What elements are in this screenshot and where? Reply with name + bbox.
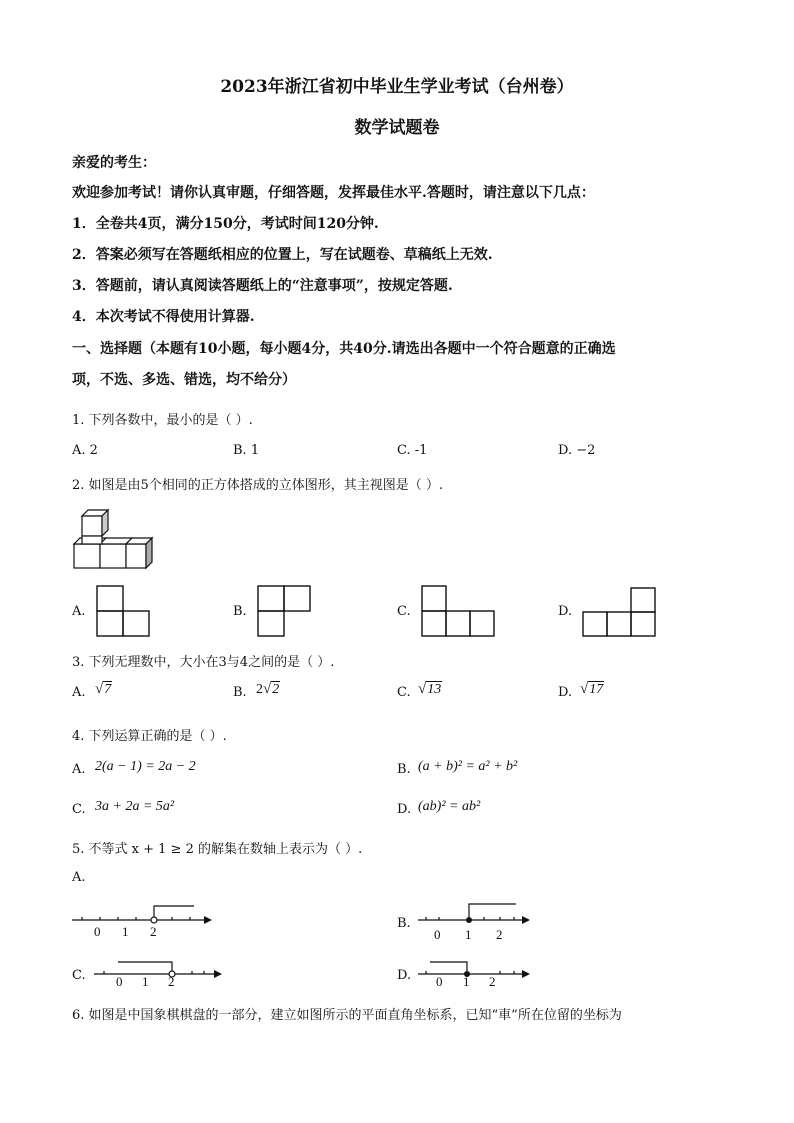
q2-option-a-figure xyxy=(96,585,150,637)
q3-option-b: 2√2 xyxy=(256,681,280,697)
page-title: 2023年浙江省初中毕业生学业考试（台州卷） xyxy=(220,77,574,97)
note-3: 3．答题前，请认真阅读答题纸上的“注意事项”，按规定答题. xyxy=(72,278,453,294)
q2-option-d-figure xyxy=(582,587,656,637)
q5-c-tick-0: 0 xyxy=(116,974,123,989)
q1-option-c: C. -1 xyxy=(397,443,428,458)
q2-label-d: D. xyxy=(558,604,573,619)
q3-label-d: D. xyxy=(558,685,573,700)
q5-label-c: C. xyxy=(72,968,86,983)
q4-option-a: 2(a − 1) = 2a − 2 xyxy=(95,759,196,774)
q5-a-tick-2: 2 xyxy=(150,924,157,939)
q1-option-a: A. 2 xyxy=(72,443,98,458)
q5-d-tick-1: 1 xyxy=(463,974,470,989)
q5-label-d: D. xyxy=(397,968,412,983)
q3-option-c: √13 xyxy=(418,681,442,697)
q4-option-b: (a + b)² = a² + b² xyxy=(418,759,518,774)
q5-numberline-a xyxy=(72,900,212,944)
q2-cube-figure xyxy=(72,508,157,570)
q5-label-b: B. xyxy=(397,916,411,931)
q4-label-d: D. xyxy=(397,802,412,817)
q5-a-tick-1: 1 xyxy=(122,924,129,939)
q5-b-tick-0: 0 xyxy=(434,927,441,942)
q2-label-a: A. xyxy=(72,604,86,619)
page-subtitle: 数学试题卷 xyxy=(354,118,440,138)
q5-d-tick-0: 0 xyxy=(436,974,443,989)
q5-label-a: A. xyxy=(72,870,86,885)
q3-label-a: A. xyxy=(72,685,86,700)
q3-option-a: √7 xyxy=(95,681,112,697)
note-4: 4．本次考试不得使用计算器. xyxy=(72,309,255,325)
q5-b-tick-2: 2 xyxy=(496,927,503,942)
q3-option-d: √17 xyxy=(580,681,604,697)
welcome-text: 欢迎参加考试！请你认真审题，仔细答题，发挥最佳水平.答题时，请注意以下几点： xyxy=(72,185,595,201)
q4-label-a: A. xyxy=(72,762,86,777)
q2-option-c-figure xyxy=(421,585,495,637)
q2-stem: 2. 如图是由5个相同的正方体搭成的立体图形，其主视图是（ ）. xyxy=(72,478,444,493)
q2-option-b-figure xyxy=(257,585,311,637)
q4-label-c: C. xyxy=(72,802,86,817)
q4-option-d: (ab)² = ab² xyxy=(418,799,481,814)
q5-d-tick-2: 2 xyxy=(489,974,496,989)
q4-option-c: 3a + 2a = 5a² xyxy=(95,799,175,814)
q1-stem: 1. 下列各数中，最小的是（ ）. xyxy=(72,413,253,428)
q3-label-c: C. xyxy=(397,685,411,700)
q5-b-tick-1: 1 xyxy=(465,927,472,942)
greeting: 亲爱的考生： xyxy=(72,155,156,171)
q1-option-d: D. −2 xyxy=(558,443,596,458)
q2-label-b: B. xyxy=(233,604,247,619)
q5-c-tick-2: 2 xyxy=(168,974,175,989)
q5-c-tick-1: 1 xyxy=(142,974,149,989)
q5-a-tick-0: 0 xyxy=(94,924,101,939)
q5-numberline-c xyxy=(94,956,222,992)
note-2: 2．答案必须写在答题纸相应的位置上，写在试题卷、草稿纸上无效. xyxy=(72,247,493,263)
note-1: 1．全卷共4页，满分150分，考试时间120分钟. xyxy=(72,216,379,232)
q4-stem: 4. 下列运算正确的是（ ）. xyxy=(72,729,227,744)
q1-option-b: B. 1 xyxy=(233,443,260,458)
q4-label-b: B. xyxy=(397,762,411,777)
q3-label-b: B. xyxy=(233,685,247,700)
section-heading-line2: 项，不选、多选、错选，均不给分） xyxy=(72,372,296,388)
section-heading-line1: 一、选择题（本题有10小题，每小题4分，共40分.请选出各题中一个符合题意的正确选 xyxy=(72,341,616,357)
q2-label-c: C. xyxy=(397,604,411,619)
q6-stem: 6. 如图是中国象棋棋盘的一部分，建立如图所示的平面直角坐标系，已知“車”所在位留的坐标为 xyxy=(72,1008,622,1023)
q3-stem: 3. 下列无理数中，大小在3与4之间的是（ ）. xyxy=(72,655,335,670)
q5-stem: 5. 不等式 x + 1 ≥ 2 的解集在数轴上表示为（ ）. xyxy=(72,842,363,857)
q5-numberline-d xyxy=(418,956,530,992)
